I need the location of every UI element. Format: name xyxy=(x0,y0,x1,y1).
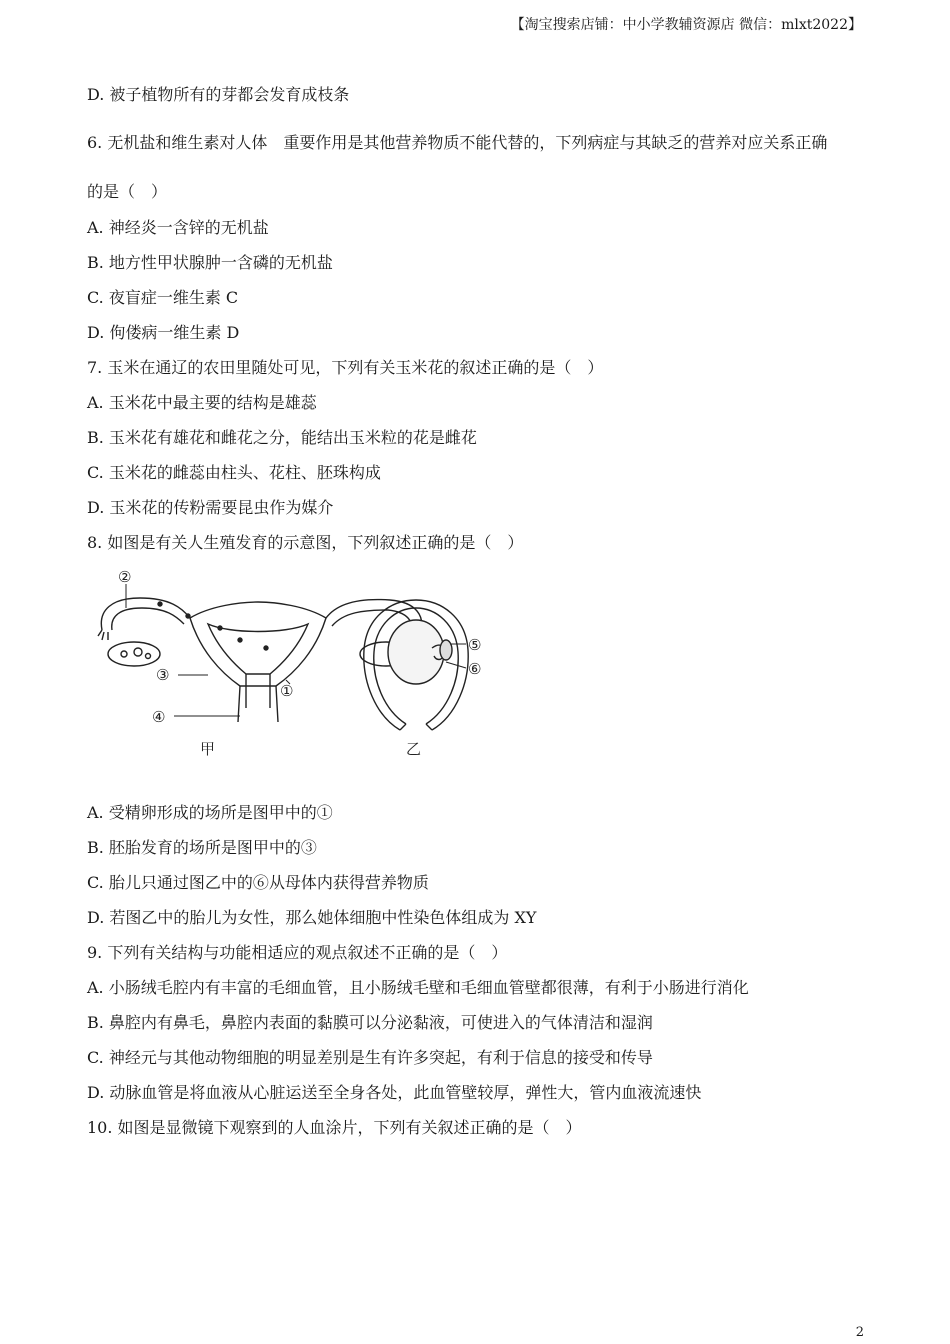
page-number: 2 xyxy=(855,1325,864,1340)
left-fimbriae xyxy=(98,630,108,640)
option-8a: A. 受精卵形成的场所是图甲中的① xyxy=(87,803,333,822)
label-5: ⑤ xyxy=(468,636,482,654)
option-8d: D. 若图乙中的胎儿为女性，那么她体细胞中性染色体组成为 XY xyxy=(87,908,537,927)
option-7d: D. 玉米花的传粉需要昆虫作为媒介 xyxy=(87,498,334,517)
option-9b: B. 鼻腔内有鼻毛，鼻腔内表面的黏膜可以分泌黏液，可使进入的气体清洁和湿润 xyxy=(87,1013,653,1032)
fetus-body xyxy=(388,620,444,684)
option-7a: A. 玉米花中最主要的结构是雄蕊 xyxy=(87,393,317,412)
option-7c: C. 玉米花的雌蕊由柱头、花柱、胚珠构成 xyxy=(87,463,381,482)
option-7b: B. 玉米花有雄花和雌花之分，能结出玉米粒的花是雌花 xyxy=(87,428,477,447)
label-4: ④ xyxy=(152,708,166,726)
cervix-canal xyxy=(246,674,270,708)
caption-jia: 甲 xyxy=(200,740,216,758)
label-6: ⑥ xyxy=(468,660,482,678)
page-header: 【淘宝搜索店铺：中小学教辅资源店 微信：mlxt2022】 xyxy=(510,17,862,33)
option-6b: B. 地方性甲状腺肿一含磷的无机盐 xyxy=(87,253,333,272)
question-9: 9. 下列有关结构与功能相适应的观点叙述不正确的是（ ） xyxy=(87,943,508,962)
placenta xyxy=(440,640,452,660)
question-8: 8. 如图是有关人生殖发育的示意图，下列叙述正确的是（ ） xyxy=(87,533,524,552)
label-2: ② xyxy=(118,568,132,586)
uterine-cavity xyxy=(208,624,308,674)
left-fallopian-tube-outer xyxy=(101,598,190,630)
option-6c: C. 夜盲症一维生素 C xyxy=(87,288,239,307)
vagina-walls xyxy=(238,686,278,722)
question-10: 10. 如图是显微镜下观察到的人血涂片，下列有关叙述正确的是（ ） xyxy=(87,1118,582,1137)
question-7: 7. 玉米在通辽的农田里随处可见，下列有关玉米花的叙述正确的是（ ） xyxy=(87,358,604,377)
left-fallopian-tube-inner xyxy=(112,608,184,630)
question-6-cont: 的是（ ） xyxy=(87,182,168,201)
label-1: ① xyxy=(280,682,294,700)
option-8b: B. 胚胎发育的场所是图甲中的③ xyxy=(87,838,317,857)
option-6d: D. 佝偻病一维生素 D xyxy=(87,323,240,342)
option-6a: A. 神经炎一含锌的无机盐 xyxy=(87,218,269,237)
option-5d: D. 被子植物所有的芽都会发育成枝条 xyxy=(87,85,350,104)
label-3: ③ xyxy=(156,666,170,684)
reproduction-diagram xyxy=(90,562,510,762)
option-8c: C. 胎儿只通过图乙中的⑥从母体内获得营养物质 xyxy=(87,873,429,892)
option-9a: A. 小肠绒毛腔内有丰富的毛细血管，且小肠绒毛壁和毛细血管壁都很薄，有利于小肠进行消化 xyxy=(87,978,749,997)
question-6: 6. 无机盐和维生素对人体 重要作用是其他营养物质不能代替的，下列病症与其缺乏的营养对应关系正确 xyxy=(87,133,828,152)
option-9d: D. 动脉血管是将血液从心脏运送至全身各处，此血管壁较厚，弹性大，管内血液流速快 xyxy=(87,1083,702,1102)
caption-yi: 乙 xyxy=(406,740,422,758)
option-9c: C. 神经元与其他动物细胞的明显差别是生有许多突起，有利于信息的接受和传导 xyxy=(87,1048,653,1067)
